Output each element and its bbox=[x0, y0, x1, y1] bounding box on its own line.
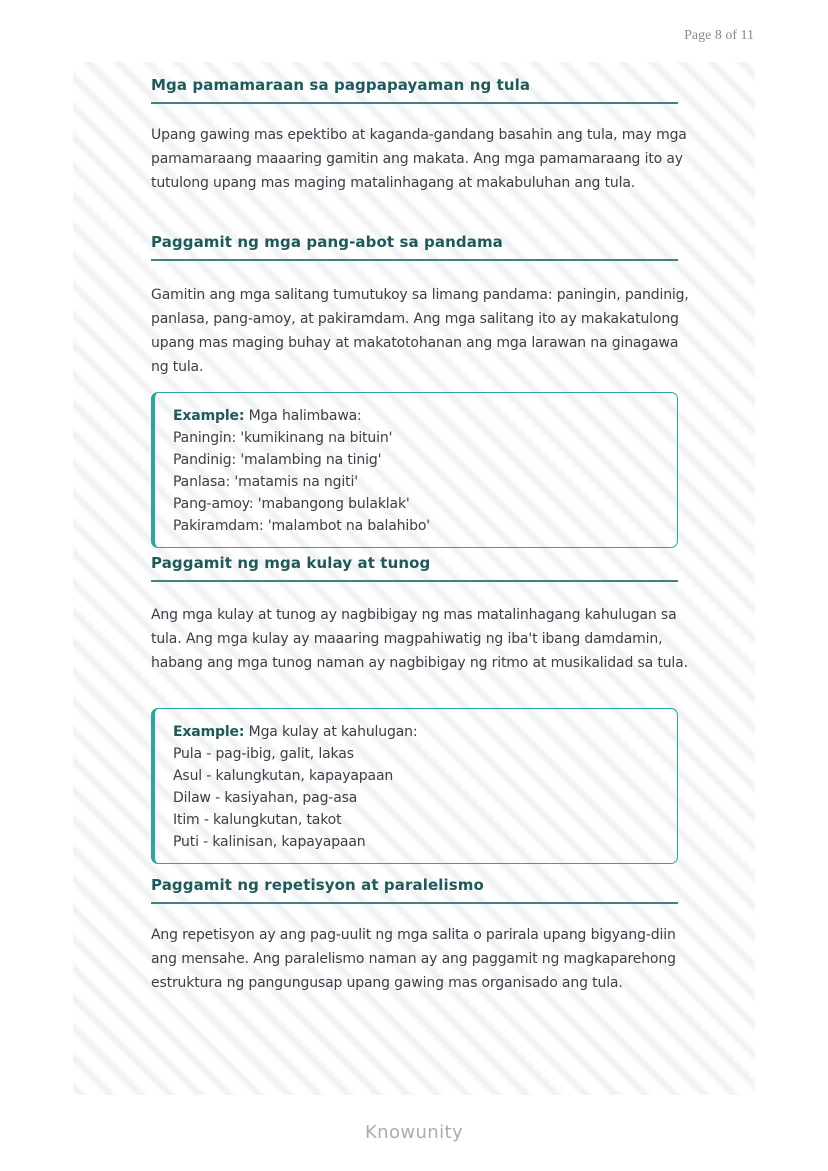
example-line: Asul - kalungkutan, kapayapaan bbox=[173, 768, 394, 784]
example-line: Dilaw - kasiyahan, pag-asa bbox=[173, 790, 358, 806]
example-line: Paningin: 'kumikinang na bituin' bbox=[173, 430, 393, 446]
paragraph-pandama: Gamitin ang mga salitang tumutukoy sa limang pandama: paningin, pandinig, panlasa, pang-amoy, at pakiramdam. Ang mga salitang ito ay makakatulong upang mas maging buhay at makatotohanan ang mga larawan na ginagawa ng tula. bbox=[151, 287, 689, 375]
example-line: Puti - kalinisan, kapayapaan bbox=[173, 834, 366, 850]
example-line: Pang-amoy: 'mabangong bulaklak' bbox=[173, 496, 410, 512]
section-heading-repetisyon: Paggamit ng repetisyon at paralelismo bbox=[151, 876, 678, 904]
example-line: Pula - pag-ibig, galit, lakas bbox=[173, 746, 354, 762]
paragraph-pamamaraan: Upang gawing mas epektibo at kaganda-gandang basahin ang tula, may mga pamamaraang maaaring gamitin ang makata. Ang mga pamamaraang ito ay tutulong upang mas maging matalinhagang at makabuluhan ang tula. bbox=[151, 127, 687, 191]
example-intro-line bbox=[173, 721, 663, 743]
example-intro: Mga kulay at kahulugan: bbox=[244, 724, 418, 740]
example-intro: Mga halimbawa: bbox=[244, 408, 362, 424]
example-line: Itim - kalungkutan, takot bbox=[173, 812, 342, 828]
example-line: Panlasa: 'matamis na ngiti' bbox=[173, 474, 358, 490]
paragraph-repetisyon: Ang repetisyon ay ang pag-uulit ng mga salita o parirala upang bigyang-diin ang mensahe. Ang paralelismo naman ay ang paggamit ng magkaparehong estruktura ng pangungusap upang gawing mas organisado ang tula. bbox=[151, 927, 676, 991]
example-label: Example: bbox=[173, 724, 245, 740]
page-number: Page 8 of 11 bbox=[684, 28, 754, 43]
section-heading-pamamaraan: Mga pamamaraan sa pagpapayaman ng tula bbox=[151, 76, 678, 104]
example-line: Pandinig: 'malambing na tinig' bbox=[173, 452, 382, 468]
example-line: Pakiramdam: 'malambot na balahibo' bbox=[173, 518, 430, 534]
section-heading-kulay-tunog: Paggamit ng mga kulay at tunog bbox=[151, 554, 678, 582]
example-label: Example: bbox=[173, 408, 245, 424]
paragraph-kulay-tunog: Ang mga kulay at tunog ay nagbibigay ng mas matalinhagang kahulugan sa tula. Ang mga kulay ay maaaring magpahiwatig ng iba't ibang damdamin, habang ang mga tunog naman ay nagbibigay ng ritmo at musikalidad sa tula. bbox=[151, 607, 688, 671]
example-box-pandama bbox=[151, 392, 678, 548]
footer-brand: Knowunity bbox=[364, 1122, 464, 1143]
example-intro-line bbox=[173, 405, 663, 427]
section-heading-pandama: Paggamit ng mga pang-abot sa pandama bbox=[151, 233, 678, 261]
example-box-kulay bbox=[151, 708, 678, 864]
